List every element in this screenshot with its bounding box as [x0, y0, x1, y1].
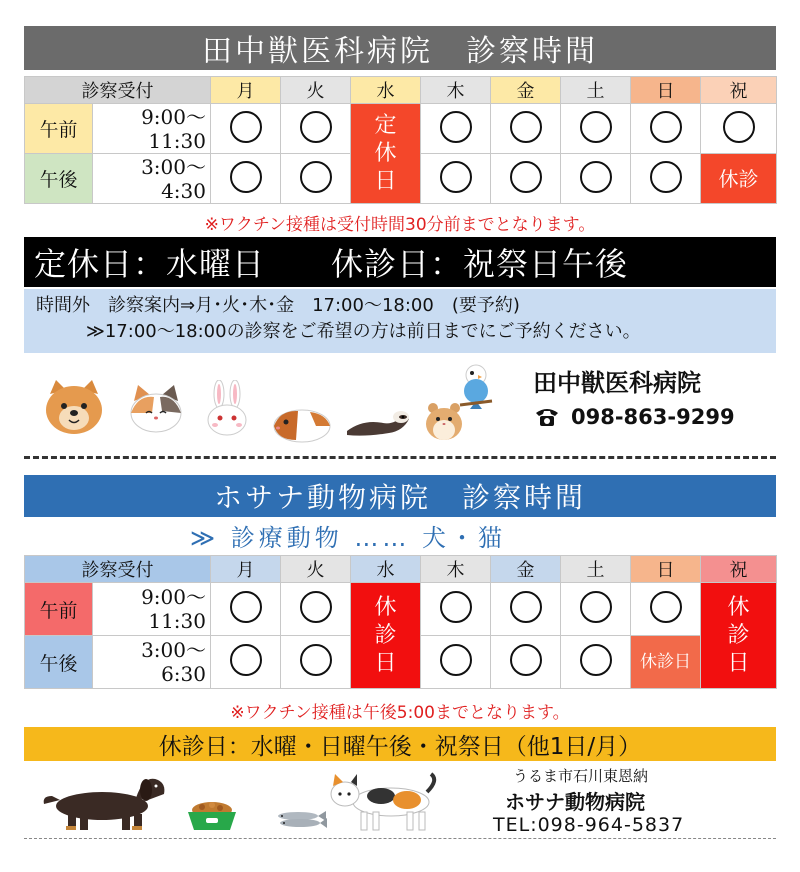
info-line-2: ≫17:00～18:00の診察をご希望の方は前日までにご予約ください。	[86, 321, 641, 342]
dog-face-icon	[42, 378, 106, 436]
dachshund-icon	[40, 768, 168, 834]
pm-time: 3:00～ 4:30	[93, 154, 211, 204]
open-mark	[650, 161, 682, 193]
open-mark	[300, 644, 332, 676]
pm-time: 3:00～ 6:30	[93, 636, 211, 689]
open-mark	[300, 161, 332, 193]
day-holiday: 祝	[701, 77, 777, 104]
day-holiday: 祝	[701, 556, 777, 583]
header-label: 診察受付	[25, 556, 211, 583]
clinic1-schedule-table	[24, 76, 777, 204]
day-sun: 日	[631, 556, 701, 583]
day-thu: 木	[421, 556, 491, 583]
open-mark	[650, 111, 682, 143]
day-sat: 土	[561, 77, 631, 104]
after-hours-info	[24, 289, 776, 353]
day-tue: 火	[281, 77, 351, 104]
animals-treated: ≫ 診療動物 …… 犬・猫	[190, 524, 507, 552]
wed-closed-cell: 休 診 日	[351, 583, 421, 689]
open-mark	[230, 591, 262, 623]
open-mark	[510, 644, 542, 676]
open-mark	[580, 591, 612, 623]
header-label: 診察受付	[25, 77, 211, 104]
holiday-bar: 定休日：水曜日 休診日：祝祭日午後	[24, 237, 776, 287]
day-wed: 水	[351, 556, 421, 583]
day-sat: 土	[561, 556, 631, 583]
day-mon: 月	[211, 556, 281, 583]
section-divider	[24, 456, 776, 459]
pm-label: 午後	[25, 636, 93, 689]
day-fri: 金	[491, 556, 561, 583]
rabbit-face-icon	[205, 380, 249, 436]
open-mark	[580, 111, 612, 143]
ferret-icon	[343, 405, 411, 439]
holiday-pm-closed: 休診	[701, 154, 777, 204]
open-mark	[440, 644, 472, 676]
day-tue: 火	[281, 556, 351, 583]
day-mon: 月	[211, 77, 281, 104]
parakeet-icon	[458, 361, 494, 409]
open-mark	[440, 161, 472, 193]
am-label: 午前	[25, 104, 93, 154]
open-mark	[723, 111, 755, 143]
open-mark	[440, 591, 472, 623]
clinic2-address: うるま市石川東恩納	[513, 767, 649, 785]
clinic2-phone: TEL:098-964-5837	[493, 814, 685, 836]
day-fri: 金	[491, 77, 561, 104]
open-mark	[230, 644, 262, 676]
food-bowl-icon	[186, 798, 238, 832]
bottom-divider	[24, 838, 776, 839]
calico-cat-icon	[327, 772, 437, 832]
clinic1-title: 田中獣医科病院 診察時間	[24, 26, 776, 70]
clinic1-tel-number: 098-863-9299	[571, 405, 735, 429]
open-mark	[510, 111, 542, 143]
day-thu: 木	[421, 77, 491, 104]
wed-closed-cell: 定 休 日	[351, 104, 421, 204]
vaccine-note-2: ※ワクチン接種は午後5:00までとなります。	[230, 703, 570, 723]
am-time: 9:00～ 11:30	[93, 104, 211, 154]
open-mark	[580, 644, 612, 676]
holiday-closed-cell: 休 診 日	[701, 583, 777, 689]
open-mark	[230, 111, 262, 143]
sun-pm-closed: 休診日	[631, 636, 701, 689]
info-line-1: 時間外 診察案内⇒月･火･木･金 17:00～18:00 (要予約)	[36, 295, 520, 316]
open-mark	[300, 111, 332, 143]
am-time: 9:00～ 11:30	[93, 583, 211, 636]
open-mark	[510, 161, 542, 193]
open-mark	[440, 111, 472, 143]
open-mark	[650, 591, 682, 623]
guinea-pig-icon	[272, 406, 332, 444]
clinic1-name: 田中獣医科病院	[533, 369, 701, 397]
clinic1-phone	[535, 405, 735, 429]
am-label: 午前	[25, 583, 93, 636]
vaccine-note: ※ワクチン接種は受付時間30分前までとなります。	[204, 215, 596, 235]
fish-icon	[272, 808, 328, 830]
open-mark	[230, 161, 262, 193]
cat-face-icon	[128, 385, 184, 433]
open-mark	[300, 591, 332, 623]
day-wed: 水	[351, 77, 421, 104]
day-sun: 日	[631, 77, 701, 104]
phone-icon	[535, 407, 559, 427]
pm-label: 午後	[25, 154, 93, 204]
clinic2-schedule-table	[24, 555, 777, 689]
open-mark	[580, 161, 612, 193]
open-mark	[510, 591, 542, 623]
clinic2-name: ホサナ動物病院	[505, 790, 645, 814]
holiday-bar-2: 休診日：水曜・日曜午後・祝祭日（他1日/月）	[24, 727, 776, 761]
clinic2-title: ホサナ動物病院 診察時間	[24, 475, 776, 517]
